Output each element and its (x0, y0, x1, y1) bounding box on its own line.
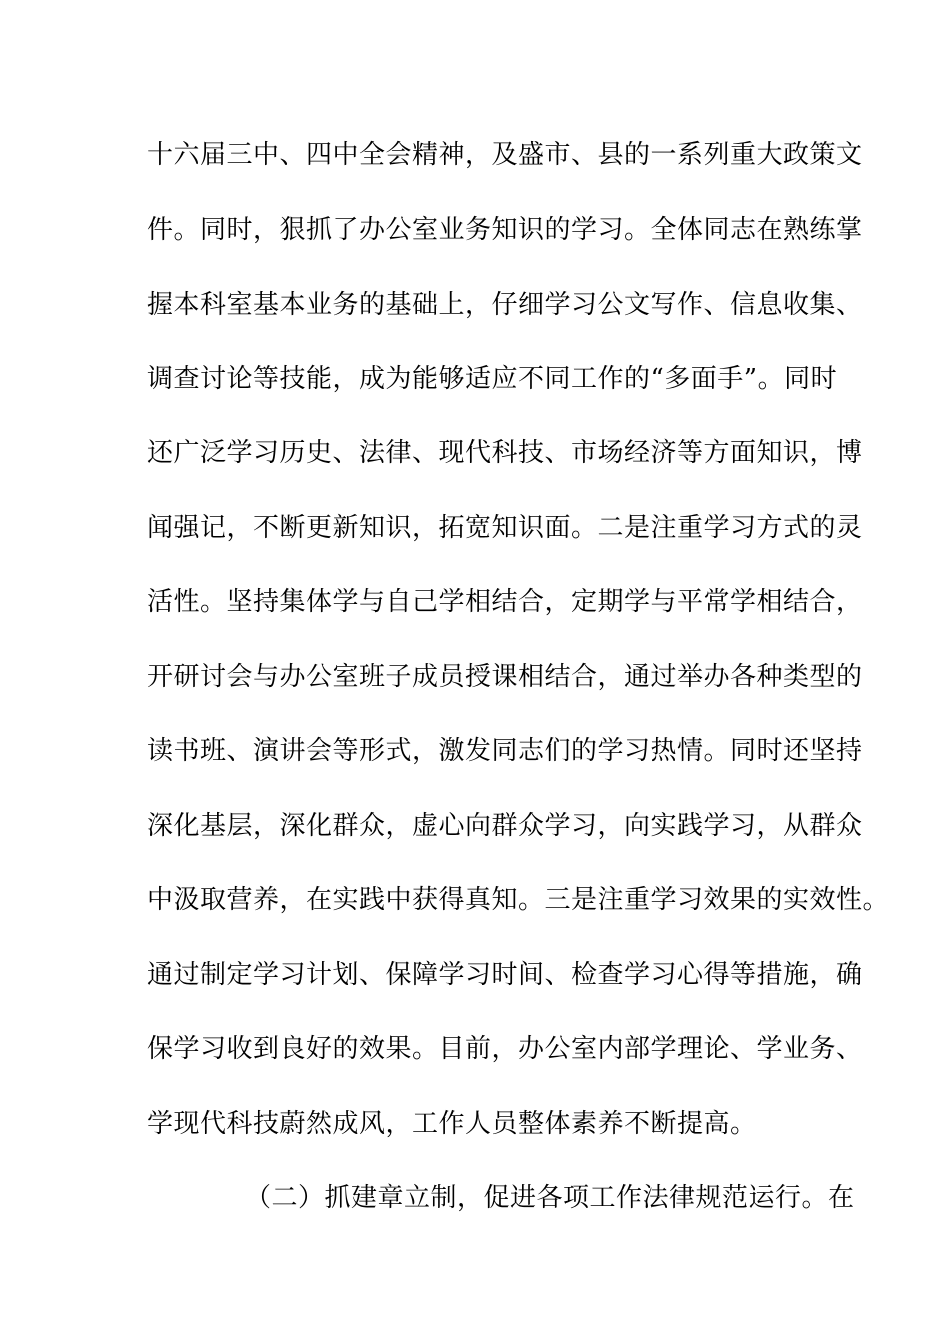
text-line: 闻强记，不断更新知识，拓宽知识面。二是注重学习方式的灵 (147, 513, 863, 543)
text-line: 活性。坚持集体学与自己学相结合，定期学与平常学相结合， (147, 587, 863, 617)
text-line: 读书班、演讲会等形式，激发同志们的学习热情。同时还坚持 (147, 736, 863, 766)
text-line: 调查讨论等技能，成为能够适应不同工作的“多面手”。同时 (147, 364, 838, 394)
text-line: 通过制定学习计划、保障学习时间、检查学习心得等措施，确 (147, 960, 863, 990)
text-line: 开研讨会与办公室班子成员授课相结合，通过举办各种类型的 (147, 662, 863, 692)
section-heading-line: （二）抓建章立制，促进各项工作法律规范运行。在 (245, 1183, 855, 1213)
text-line: 学现代科技蔚然成风，工作人员整体素养不断提高。 (147, 1109, 757, 1139)
text-line: 深化基层，深化群众，虚心向群众学习，向实践学习，从群众 (147, 811, 863, 841)
text-line: 件。同时，狠抓了办公室业务知识的学习。全体同志在熟练掌 (147, 215, 863, 245)
text-line: 十六届三中、四中全会精神，及盛市、县的一系列重大政策文 (147, 140, 863, 170)
text-line: 中汲取营养，在实践中获得真知。三是注重学习效果的实效性。 (147, 885, 890, 915)
text-line: 还广泛学习历史、法律、现代科技、市场经济等方面知识，博 (147, 438, 863, 468)
text-line: 握本科室基本业务的基础上，仔细学习公文写作、信息收集、 (147, 290, 863, 320)
text-line: 保学习收到良好的效果。目前，办公室内部学理论、学业务、 (147, 1034, 863, 1064)
